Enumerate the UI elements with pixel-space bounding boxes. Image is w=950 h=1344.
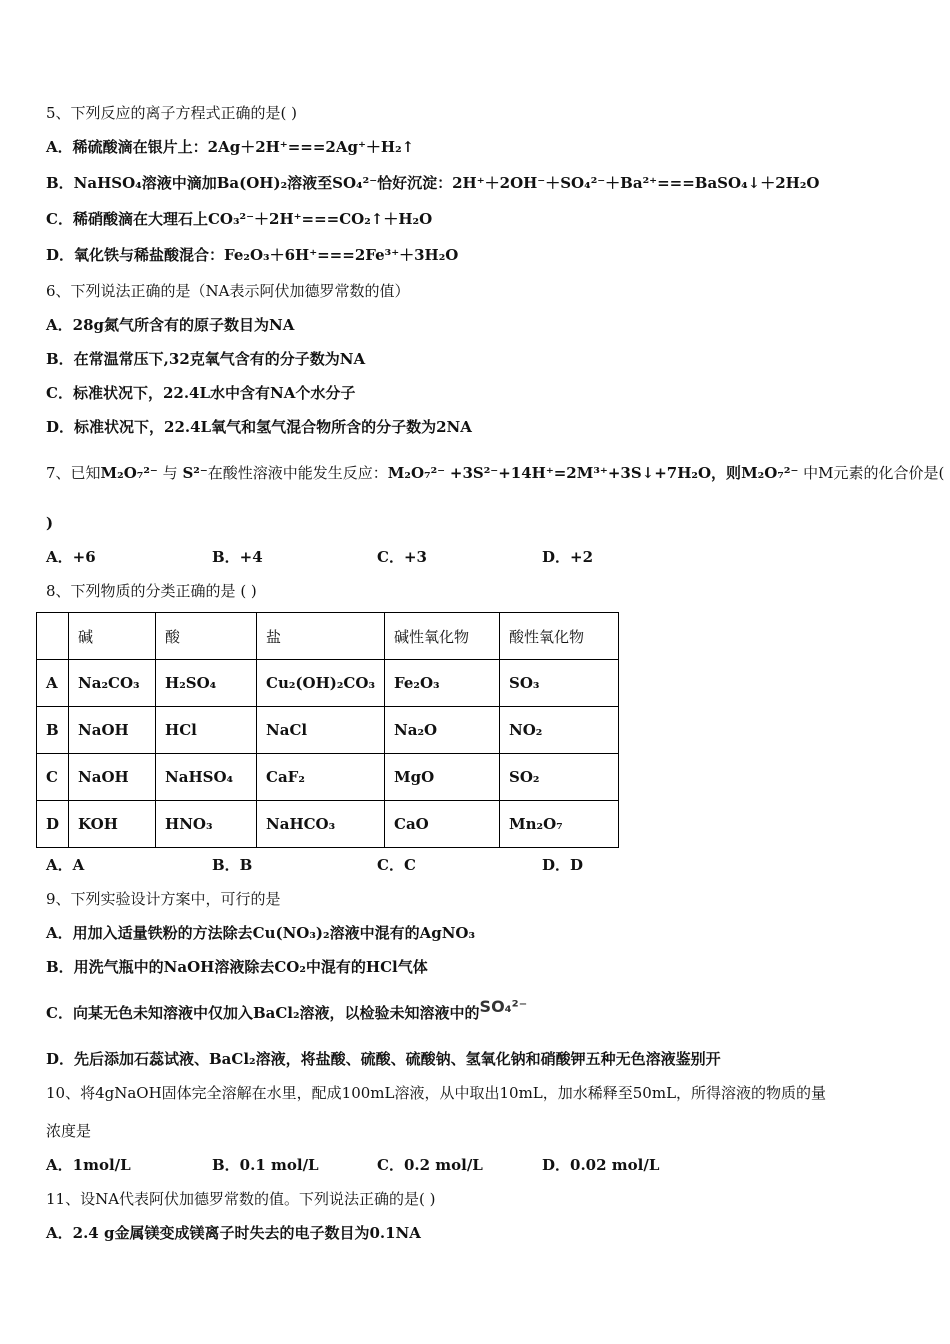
q6-stem: 6、下列说法正确的是（NA表示阿伏加德罗常数的值） bbox=[46, 282, 410, 300]
table-cell: NaHCO₃ bbox=[257, 801, 385, 848]
table-row bbox=[37, 707, 619, 754]
q8-choice-a: A．A bbox=[46, 856, 85, 874]
q7-choice-a: A．+6 bbox=[46, 548, 96, 566]
q6-option-a: A．28g氮气所含有的原子数目为NA bbox=[46, 316, 295, 334]
q9-option-a: A．用加入适量铁粉的方法除去Cu(NO₃)₂溶液中混有的AgNO₃ bbox=[46, 924, 476, 942]
table-cell: NaOH bbox=[69, 754, 156, 801]
q7-s-ion: S²⁻ bbox=[182, 464, 208, 482]
table-cell: A bbox=[37, 660, 69, 707]
table-cell: Cu₂(OH)₂CO₃ bbox=[257, 660, 385, 707]
table-header-cell: 碱 bbox=[69, 613, 156, 660]
q9-option-c-text: C．向某无色未知溶液中仅加入BaCl₂溶液，以检验未知溶液中的 bbox=[46, 1004, 480, 1022]
q5-option-c: C．稀硝酸滴在大理石上CO₃²⁻＋2H⁺===CO₂↑＋H₂O bbox=[46, 210, 433, 228]
q7-choice-d: D．+2 bbox=[542, 548, 594, 566]
table-cell: Na₂CO₃ bbox=[69, 660, 156, 707]
table-header-row bbox=[37, 613, 619, 660]
q5-option-d: D．氧化铁与稀盐酸混合：Fe₂O₃＋6H⁺===2Fe³⁺＋3H₂O bbox=[46, 246, 459, 264]
q8-stem: 8、下列物质的分类正确的是 ( ) bbox=[46, 582, 257, 600]
q8-choice-b: B．B bbox=[212, 856, 253, 874]
q6-option-b: B．在常温常压下,32克氧气含有的分子数为NA bbox=[46, 350, 366, 368]
table-cell: HCl bbox=[156, 707, 257, 754]
q7-stem-part1: 7、已知 bbox=[46, 464, 101, 482]
q6-option-c: C．标准状况下，22.4L水中含有NA个水分子 bbox=[46, 384, 356, 402]
table-cell: CaO bbox=[385, 801, 500, 848]
q9-option-d: D．先后添加石蕊试液、BaCl₂溶液，将盐酸、硫酸、硫酸钠、氢氧化钠和硝酸钾五种无色溶液鉴别开 bbox=[46, 1050, 721, 1068]
table-cell: SO₃ bbox=[500, 660, 619, 707]
q7-choice-b: B．+4 bbox=[212, 548, 263, 566]
table-cell: B bbox=[37, 707, 69, 754]
table-header-cell: 碱性氧化物 bbox=[385, 613, 500, 660]
table-cell: Fe₂O₃ bbox=[385, 660, 500, 707]
table-cell: NO₂ bbox=[500, 707, 619, 754]
table-cell: HNO₃ bbox=[156, 801, 257, 848]
table-cell: NaCl bbox=[257, 707, 385, 754]
classification-table bbox=[36, 612, 619, 848]
q11-stem: 11、设NA代表阿伏加德罗常数的值。下列说法正确的是( ) bbox=[46, 1190, 436, 1208]
table-header-cell: 酸性氧化物 bbox=[500, 613, 619, 660]
table-row bbox=[37, 801, 619, 848]
q5-option-a: A．稀硫酸滴在银片上：2Ag＋2H⁺===2Ag⁺＋H₂↑ bbox=[46, 138, 415, 156]
table-cell: C bbox=[37, 754, 69, 801]
q7-stem-close: ) bbox=[46, 514, 54, 532]
q7-ion-1: M₂O₇²⁻ bbox=[100, 464, 158, 482]
q7-choice-c: C．+3 bbox=[377, 548, 427, 566]
q7-stem-part4: 中M元素的化合价是( bbox=[803, 464, 945, 482]
table-cell: SO₂ bbox=[500, 754, 619, 801]
table-cell: NaHSO₄ bbox=[156, 754, 257, 801]
q7-stem-part2: 与 bbox=[162, 464, 178, 482]
q5-option-b: B．NaHSO₄溶液中滴加Ba(OH)₂溶液至SO₄²⁻恰好沉淀：2H⁺＋2OH⁻＋SO₄²⁻＋Ba²⁺===BaSO₄↓＋2H₂O bbox=[46, 174, 820, 192]
table-row bbox=[37, 660, 619, 707]
q7-stem bbox=[46, 462, 945, 484]
table-cell: MgO bbox=[385, 754, 500, 801]
q9-stem: 9、下列实验设计方案中，可行的是 bbox=[46, 890, 281, 908]
table-header-cell: 盐 bbox=[257, 613, 385, 660]
q7-equation-tail: +3S²⁻+14H⁺=2M³⁺+3S↓+7H₂O，则 bbox=[449, 464, 742, 482]
table-row bbox=[37, 754, 619, 801]
q7-stem-part3: 在酸性溶液中能发生反应： bbox=[207, 464, 388, 482]
q8-choice-d: D．D bbox=[542, 856, 584, 874]
q7-ion-3: M₂O₇²⁻ bbox=[741, 464, 799, 482]
q5-stem: 5、下列反应的离子方程式正确的是( ) bbox=[46, 104, 298, 122]
q11-option-a: A．2.4 g金属镁变成镁离子时失去的电子数目为0.1NA bbox=[46, 1224, 421, 1242]
table-cell: CaF₂ bbox=[257, 754, 385, 801]
q10-stem-line2: 浓度是 bbox=[46, 1122, 92, 1140]
q6-option-d: D．标准状况下，22.4L氧气和氢气混合物所含的分子数为2NA bbox=[46, 418, 472, 436]
q10-choice-c: C．0.2 mol/L bbox=[377, 1156, 483, 1174]
table-cell: Mn₂O₇ bbox=[500, 801, 619, 848]
sulfate-ion: SO₄²⁻ bbox=[479, 997, 528, 1016]
table-cell: KOH bbox=[69, 801, 156, 848]
table-cell: Na₂O bbox=[385, 707, 500, 754]
table-header-cell bbox=[37, 613, 69, 660]
q9-option-c bbox=[46, 997, 906, 1024]
q9-option-b: B．用洗气瓶中的NaOH溶液除去CO₂中混有的HCl气体 bbox=[46, 958, 428, 976]
q8-choice-c: C．C bbox=[377, 856, 416, 874]
q7-ion-2: M₂O₇²⁻ bbox=[387, 464, 446, 482]
table-cell: NaOH bbox=[69, 707, 156, 754]
q10-choice-a: A．1mol/L bbox=[46, 1156, 131, 1174]
q10-stem-line1: 10、将4gNaOH固体完全溶解在水里，配成100mL溶液，从中取出10mL，加水稀释至50mL，所得溶液的物质的量 bbox=[46, 1084, 827, 1102]
table-cell: D bbox=[37, 801, 69, 848]
q10-choice-d: D．0.02 mol/L bbox=[542, 1156, 660, 1174]
q10-choice-b: B．0.1 mol/L bbox=[212, 1156, 319, 1174]
table-cell: H₂SO₄ bbox=[156, 660, 257, 707]
table-header-cell: 酸 bbox=[156, 613, 257, 660]
